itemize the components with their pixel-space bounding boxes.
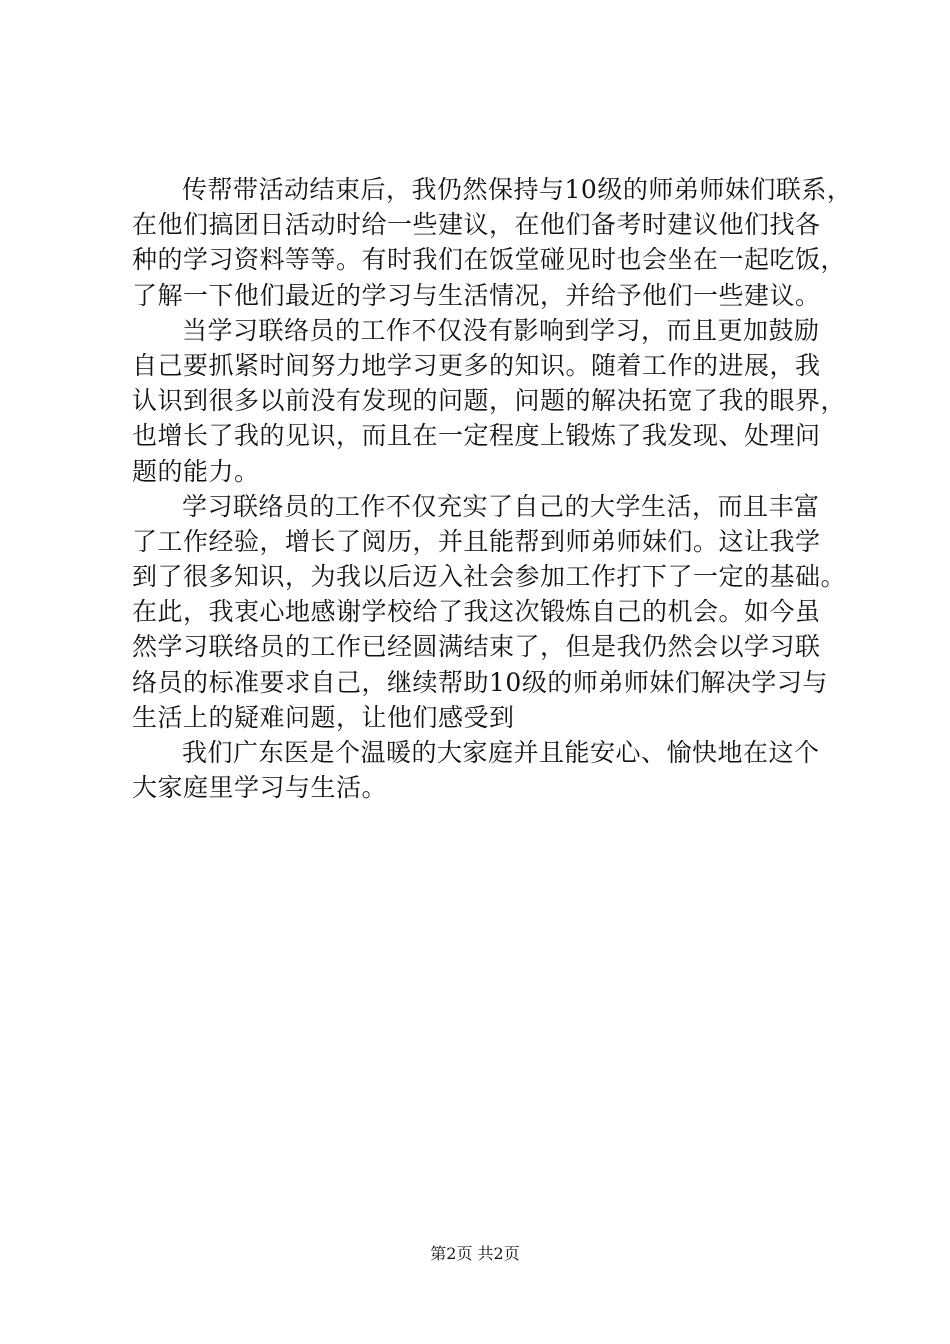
text-line: 题的能力。: [132, 456, 260, 486]
text-line: 生活上的疑难问题，让他们感受到: [132, 702, 515, 732]
text-line: 当学习联络员的工作不仅没有影响到学习，而且更加鼓励: [182, 315, 820, 345]
text-line: 在此，我衷心地感谢学校给了我这次锻炼自己的机会。如今虽: [132, 597, 821, 627]
document-body: [132, 172, 853, 805]
text-line: 学习联络员的工作不仅充实了自己的大学生活，而且丰富: [182, 491, 820, 521]
text-line: 大家庭里学习与生活。: [132, 773, 388, 803]
text-line: 络员的标准要求自己，继续帮助10级的师弟师妹们解决学习与: [132, 667, 828, 697]
text-line: 自己要抓紧时间努力地学习更多的知识。随着工作的进展，我: [132, 350, 821, 380]
text-line: 然学习联络员的工作已经圆满结束了，但是我仍然会以学习联: [132, 632, 821, 662]
page-footer: 第2页 共2页: [430, 1244, 520, 1263]
text-line: 也增长了我的见识，而且在一定程度上锻炼了我发现、处理问: [132, 421, 821, 451]
text-line: 在他们搞团日活动时给一些建议，在他们备考时建议他们找各: [132, 210, 821, 240]
text-line: 了解一下他们最近的学习与生活情况，并给予他们一些建议。: [132, 280, 821, 310]
text-line: 到了很多知识，为我以后迈入社会参加工作打下了一定的基础。: [132, 562, 847, 592]
text-line: 种的学习资料等等。有时我们在饭堂碰见时也会坐在一起吃饭，: [132, 245, 847, 275]
text-line: 认识到很多以前没有发现的问题，问题的解决拓宽了我的眼界，: [132, 386, 847, 416]
text-line: 传帮带活动结束后，我仍然保持与10级的师弟师妹们联系，: [182, 175, 853, 204]
text-line: 我们广东医是个温暖的大家庭并且能安心、愉快地在这个: [182, 738, 820, 767]
text-line: 了工作经验，增长了阅历，并且能帮到师弟师妹们。这让我学: [132, 526, 821, 556]
